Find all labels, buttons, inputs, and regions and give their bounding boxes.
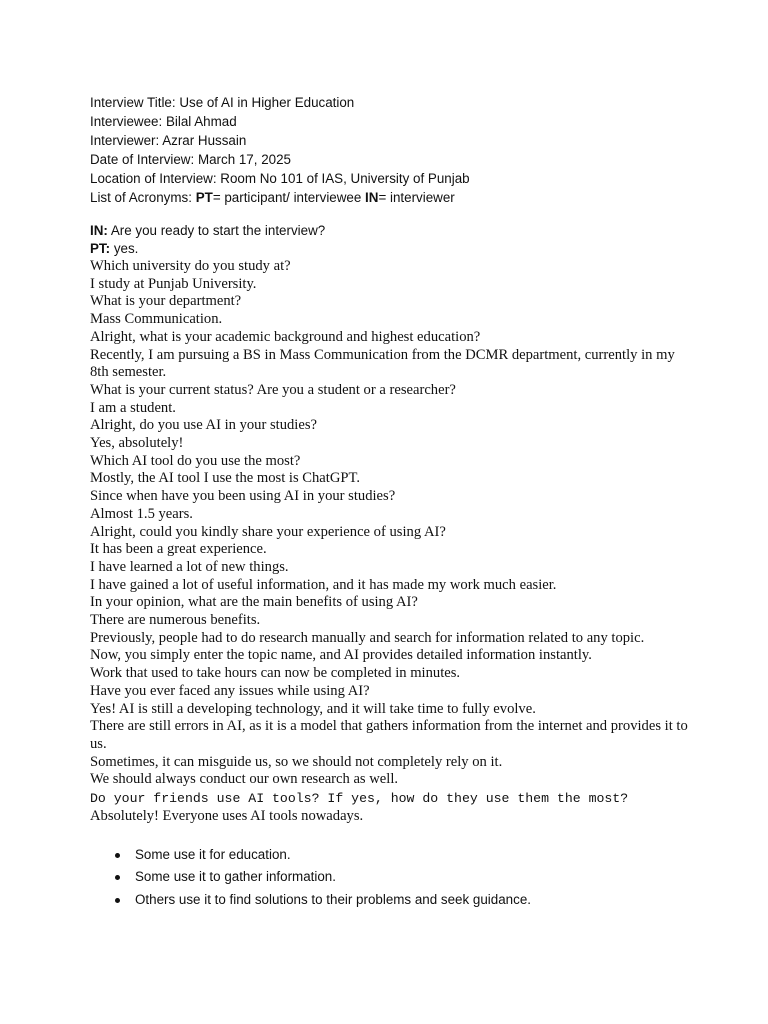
transcript-line: There are still errors in AI, as it is a model that gathers information from the internet and provides it to us. [90,718,688,752]
transcript-line: What is your department? [90,293,242,310]
interview-title-line [90,93,690,112]
transcript-line: Work that used to take hours can now be completed in minutes. [90,665,461,682]
bullet-item: Some use it for education. [112,844,690,867]
transcript-line: Now, you simply enter the topic name, and AI provides detailed information instantly. [90,647,592,664]
transcript-line: I have learned a lot of new things. [90,558,289,575]
acronym-in-definition: = interviewer [378,190,455,205]
transcript-line: Previously, people had to do research manually and search for information related to any topic. [90,629,645,646]
date-value: March 17, 2025 [197,152,291,167]
transcript-line: Which university do you study at? [90,258,291,274]
transcript-line: I am a student. [90,399,176,416]
transcript-line: Alright, could you kindly share your experience of using AI? [90,523,446,540]
interviewer-opening-text: Are you ready to start the interview? [110,223,326,238]
transcript-line: Recently, I am pursuing a BS in Mass Communication from the DCMR department, currently in my 8th semester. [90,346,675,381]
interviewer-line [90,131,690,150]
interviewer-speaker-label: IN: [90,223,108,238]
transcript-line: Since when have you been using AI in your studies? [90,488,396,505]
location-label: Location of Interview: [90,171,217,186]
transcript-line: Yes! AI is still a developing technology, and it will take time to fully evolve. [90,700,536,717]
interviewer-label: Interviewer: [90,133,160,148]
interview-header [90,93,690,207]
transcript-line: Mass Communication. [90,311,223,328]
transcript-line: Almost 1.5 years. [90,505,193,522]
document-page [90,93,690,911]
transcript-line: Have you ever faced any issues while using AI? [90,682,370,699]
bullet-item: Others use it to find solutions to their problems and seek guidance. [112,889,690,912]
transcript-line: Alright, do you use AI in your studies? [90,417,317,434]
interviewee-value: Bilal Ahmad [165,114,237,129]
transcript-body [90,258,690,789]
date-line [90,150,690,169]
friends-question: Do your friends use AI tools? If yes, how do they use them the most? [90,791,629,807]
participant-reply-line [90,240,690,258]
bullet-item: Some use it to gather information. [112,866,690,889]
acronym-in: IN [365,190,379,205]
transcript-line: What is your current status? Are you a student or a researcher? [90,381,456,398]
transcript-line: Alright, what is your academic background and highest education? [90,328,481,345]
transcript-line: I study at Punjab University. [90,275,257,292]
usage-bullet-list [90,844,690,912]
location-value: Room No 101 of IAS, University of Punjab [220,171,470,186]
location-line [90,169,690,188]
participant-speaker-label: PT: [90,241,111,256]
interviewer-opening-line [90,221,690,240]
transcript-line: It has been a great experience. [90,541,267,558]
acronyms-label: List of Acronyms: [90,190,192,205]
interviewer-value: Azrar Hussain [162,133,247,148]
interview-title-value: Use of AI in Higher Education [179,95,355,110]
date-label: Date of Interview: [90,152,195,167]
transcript-line: There are numerous benefits. [90,612,261,629]
friends-answer: Absolutely! Everyone uses AI tools nowadays. [90,808,364,825]
transcript-line: Sometimes, it can misguide us, so we should not completely rely on it. [90,753,503,770]
interviewee-line [90,112,690,131]
acronyms-line [90,188,690,207]
participant-reply-text: yes. [113,241,139,256]
acronym-pt-definition: = participant/ interviewee [212,190,362,205]
interview-title-label: Interview Title: [90,95,176,110]
transcript-line: Mostly, the AI tool I use the most is ChatGPT. [90,470,360,487]
transcript-line: I have gained a lot of useful information, and it has made my work much easier. [90,576,557,593]
interviewee-label: Interviewee: [90,114,163,129]
transcript-line: In your opinion, what are the main benefits of using AI? [90,594,418,611]
transcript-line: We should always conduct our own research as well. [90,771,399,788]
acronym-pt: PT [195,190,213,205]
transcript-line: Yes, absolutely! [90,435,184,452]
transcript-line: Which AI tool do you use the most? [90,452,301,469]
